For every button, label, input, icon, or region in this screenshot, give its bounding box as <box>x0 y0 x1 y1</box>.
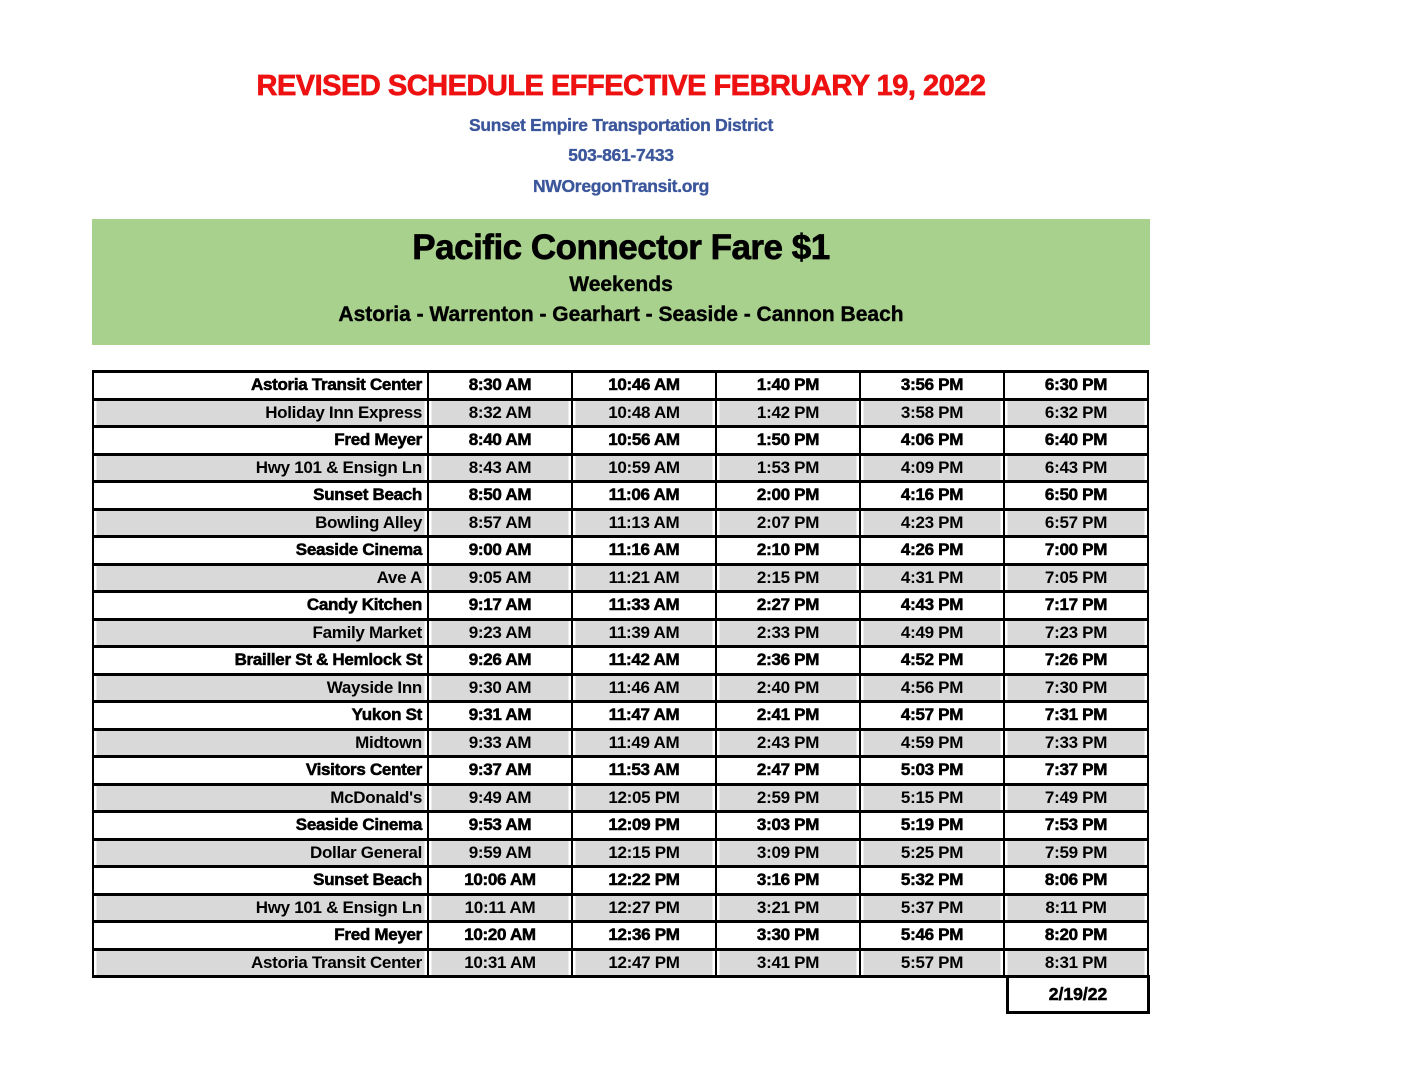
banner-route: Astoria - Warrenton - Gearhart - Seaside - Cannon Beach <box>338 303 904 326</box>
stop-name-cell: Sunset Beach <box>93 867 428 895</box>
time-cell: 3:41 PM <box>716 949 860 977</box>
time-cell: 9:05 AM <box>428 564 572 592</box>
time-cell: 6:32 PM <box>1004 399 1148 427</box>
time-cell: 11:46 AM <box>572 674 716 702</box>
time-cell: 11:39 AM <box>572 619 716 647</box>
time-cell: 11:47 AM <box>572 702 716 730</box>
table-row <box>93 949 1148 977</box>
time-cell: 6:57 PM <box>1004 509 1148 537</box>
schedule-table <box>92 370 1149 978</box>
time-cell: 9:17 AM <box>428 592 572 620</box>
stop-name-cell: McDonald's <box>93 784 428 812</box>
time-cell: 10:46 AM <box>572 372 716 400</box>
time-cell: 7:30 PM <box>1004 674 1148 702</box>
time-cell: 5:37 PM <box>860 894 1004 922</box>
time-cell: 4:57 PM <box>860 702 1004 730</box>
time-cell: 5:25 PM <box>860 839 1004 867</box>
stop-name-cell: Yukon St <box>93 702 428 730</box>
time-cell: 5:46 PM <box>860 922 1004 950</box>
table-row <box>93 454 1148 482</box>
time-cell: 12:09 PM <box>572 812 716 840</box>
stop-name-cell: Holiday Inn Express <box>93 399 428 427</box>
table-row <box>93 867 1148 895</box>
time-cell: 7:26 PM <box>1004 647 1148 675</box>
revised-notice: REVISED SCHEDULE EFFECTIVE FEBRUARY 19, 2022 <box>256 70 986 102</box>
table-row <box>93 702 1148 730</box>
table-row <box>93 509 1148 537</box>
time-cell: 3:16 PM <box>716 867 860 895</box>
fare-banner <box>92 219 1150 345</box>
stop-name-cell: Astoria Transit Center <box>93 949 428 977</box>
time-cell: 8:11 PM <box>1004 894 1148 922</box>
time-cell: 10:20 AM <box>428 922 572 950</box>
time-cell: 4:43 PM <box>860 592 1004 620</box>
website-link: NWOregonTransit.org <box>532 176 710 196</box>
time-cell: 2:59 PM <box>716 784 860 812</box>
time-cell: 12:05 PM <box>572 784 716 812</box>
stop-name-cell: Hwy 101 & Ensign Ln <box>93 894 428 922</box>
time-cell: 3:09 PM <box>716 839 860 867</box>
time-cell: 11:49 AM <box>572 729 716 757</box>
stop-name-cell: Wayside Inn <box>93 674 428 702</box>
time-cell: 7:05 PM <box>1004 564 1148 592</box>
time-cell: 2:40 PM <box>716 674 860 702</box>
stop-name-cell: Fred Meyer <box>93 427 428 455</box>
time-cell: 4:49 PM <box>860 619 1004 647</box>
time-cell: 12:47 PM <box>572 949 716 977</box>
table-row <box>93 812 1148 840</box>
stop-name-cell: Seaside Cinema <box>93 812 428 840</box>
time-cell: 12:36 PM <box>572 922 716 950</box>
time-cell: 2:10 PM <box>716 537 860 565</box>
time-cell: 9:37 AM <box>428 757 572 785</box>
time-cell: 12:15 PM <box>572 839 716 867</box>
table-row <box>93 894 1148 922</box>
time-cell: 2:43 PM <box>716 729 860 757</box>
time-cell: 2:27 PM <box>716 592 860 620</box>
time-cell: 11:42 AM <box>572 647 716 675</box>
time-cell: 2:07 PM <box>716 509 860 537</box>
time-cell: 10:06 AM <box>428 867 572 895</box>
time-cell: 3:03 PM <box>716 812 860 840</box>
stop-name-cell: Family Market <box>93 619 428 647</box>
stop-name-cell: Sunset Beach <box>93 482 428 510</box>
time-cell: 4:31 PM <box>860 564 1004 592</box>
time-cell: 8:31 PM <box>1004 949 1148 977</box>
time-cell: 1:42 PM <box>716 399 860 427</box>
time-cell: 2:41 PM <box>716 702 860 730</box>
time-cell: 11:16 AM <box>572 537 716 565</box>
table-row <box>93 399 1148 427</box>
time-cell: 4:59 PM <box>860 729 1004 757</box>
time-cell: 7:37 PM <box>1004 757 1148 785</box>
time-cell: 4:56 PM <box>860 674 1004 702</box>
time-cell: 8:50 AM <box>428 482 572 510</box>
time-cell: 5:32 PM <box>860 867 1004 895</box>
stop-name-cell: Fred Meyer <box>93 922 428 950</box>
table-row <box>93 372 1148 400</box>
time-cell: 7:00 PM <box>1004 537 1148 565</box>
time-cell: 7:17 PM <box>1004 592 1148 620</box>
time-cell: 8:20 PM <box>1004 922 1148 950</box>
time-cell: 11:13 AM <box>572 509 716 537</box>
table-row <box>93 922 1148 950</box>
time-cell: 10:59 AM <box>572 454 716 482</box>
document-content <box>92 0 1150 1014</box>
time-cell: 4:26 PM <box>860 537 1004 565</box>
time-cell: 8:40 AM <box>428 427 572 455</box>
time-cell: 4:16 PM <box>860 482 1004 510</box>
stop-name-cell: Brailler St & Hemlock St <box>93 647 428 675</box>
time-cell: 9:53 AM <box>428 812 572 840</box>
time-cell: 5:15 PM <box>860 784 1004 812</box>
time-cell: 8:57 AM <box>428 509 572 537</box>
time-cell: 10:48 AM <box>572 399 716 427</box>
time-cell: 8:32 AM <box>428 399 572 427</box>
time-cell: 6:40 PM <box>1004 427 1148 455</box>
effective-date: 2/19/22 <box>1048 984 1108 1004</box>
stop-name-cell: Seaside Cinema <box>93 537 428 565</box>
time-cell: 6:30 PM <box>1004 372 1148 400</box>
time-cell: 1:53 PM <box>716 454 860 482</box>
time-cell: 3:30 PM <box>716 922 860 950</box>
stop-name-cell: Hwy 101 & Ensign Ln <box>93 454 428 482</box>
table-row <box>93 564 1148 592</box>
time-cell: 2:15 PM <box>716 564 860 592</box>
time-cell: 4:52 PM <box>860 647 1004 675</box>
time-cell: 10:11 AM <box>428 894 572 922</box>
time-cell: 4:06 PM <box>860 427 1004 455</box>
table-row <box>93 839 1148 867</box>
table-row <box>93 647 1148 675</box>
stop-name-cell: Bowling Alley <box>93 509 428 537</box>
time-cell: 11:06 AM <box>572 482 716 510</box>
time-cell: 9:33 AM <box>428 729 572 757</box>
time-cell: 8:06 PM <box>1004 867 1148 895</box>
time-cell: 11:21 AM <box>572 564 716 592</box>
stop-name-cell: Ave A <box>93 564 428 592</box>
banner-subtitle: Weekends <box>569 273 673 296</box>
schedule-table-body <box>93 372 1148 977</box>
time-cell: 10:56 AM <box>572 427 716 455</box>
table-row <box>93 482 1148 510</box>
time-cell: 9:59 AM <box>428 839 572 867</box>
table-row <box>93 619 1148 647</box>
time-cell: 2:33 PM <box>716 619 860 647</box>
time-cell: 9:49 AM <box>428 784 572 812</box>
time-cell: 7:49 PM <box>1004 784 1148 812</box>
table-row <box>93 729 1148 757</box>
effective-date-box <box>1006 975 1150 1014</box>
table-row <box>93 784 1148 812</box>
time-cell: 2:47 PM <box>716 757 860 785</box>
time-cell: 3:56 PM <box>860 372 1004 400</box>
time-cell: 5:19 PM <box>860 812 1004 840</box>
stop-name-cell: Candy Kitchen <box>93 592 428 620</box>
time-cell: 9:26 AM <box>428 647 572 675</box>
time-cell: 1:50 PM <box>716 427 860 455</box>
time-cell: 12:22 PM <box>572 867 716 895</box>
time-cell: 11:53 AM <box>572 757 716 785</box>
time-cell: 7:59 PM <box>1004 839 1148 867</box>
time-cell: 9:30 AM <box>428 674 572 702</box>
time-cell: 5:57 PM <box>860 949 1004 977</box>
time-cell: 7:31 PM <box>1004 702 1148 730</box>
time-cell: 3:21 PM <box>716 894 860 922</box>
time-cell: 6:43 PM <box>1004 454 1148 482</box>
stop-name-cell: Astoria Transit Center <box>93 372 428 400</box>
time-cell: 2:00 PM <box>716 482 860 510</box>
table-row <box>93 427 1148 455</box>
time-cell: 7:33 PM <box>1004 729 1148 757</box>
phone-number: 503-861-7433 <box>568 145 674 165</box>
agency-name: Sunset Empire Transportation District <box>469 115 773 135</box>
time-cell: 11:33 AM <box>572 592 716 620</box>
stop-name-cell: Visitors Center <box>93 757 428 785</box>
time-cell: 7:53 PM <box>1004 812 1148 840</box>
table-row <box>93 757 1148 785</box>
time-cell: 1:40 PM <box>716 372 860 400</box>
table-row <box>93 674 1148 702</box>
time-cell: 4:23 PM <box>860 509 1004 537</box>
time-cell: 9:23 AM <box>428 619 572 647</box>
time-cell: 3:58 PM <box>860 399 1004 427</box>
time-cell: 6:50 PM <box>1004 482 1148 510</box>
time-cell: 12:27 PM <box>572 894 716 922</box>
time-cell: 10:31 AM <box>428 949 572 977</box>
table-row <box>93 592 1148 620</box>
time-cell: 8:30 AM <box>428 372 572 400</box>
time-cell: 7:23 PM <box>1004 619 1148 647</box>
stop-name-cell: Dollar General <box>93 839 428 867</box>
time-cell: 5:03 PM <box>860 757 1004 785</box>
time-cell: 2:36 PM <box>716 647 860 675</box>
banner-title: Pacific Connector Fare $1 <box>412 228 830 267</box>
stop-name-cell: Midtown <box>93 729 428 757</box>
time-cell: 9:00 AM <box>428 537 572 565</box>
time-cell: 8:43 AM <box>428 454 572 482</box>
table-row <box>93 537 1148 565</box>
time-cell: 4:09 PM <box>860 454 1004 482</box>
time-cell: 9:31 AM <box>428 702 572 730</box>
